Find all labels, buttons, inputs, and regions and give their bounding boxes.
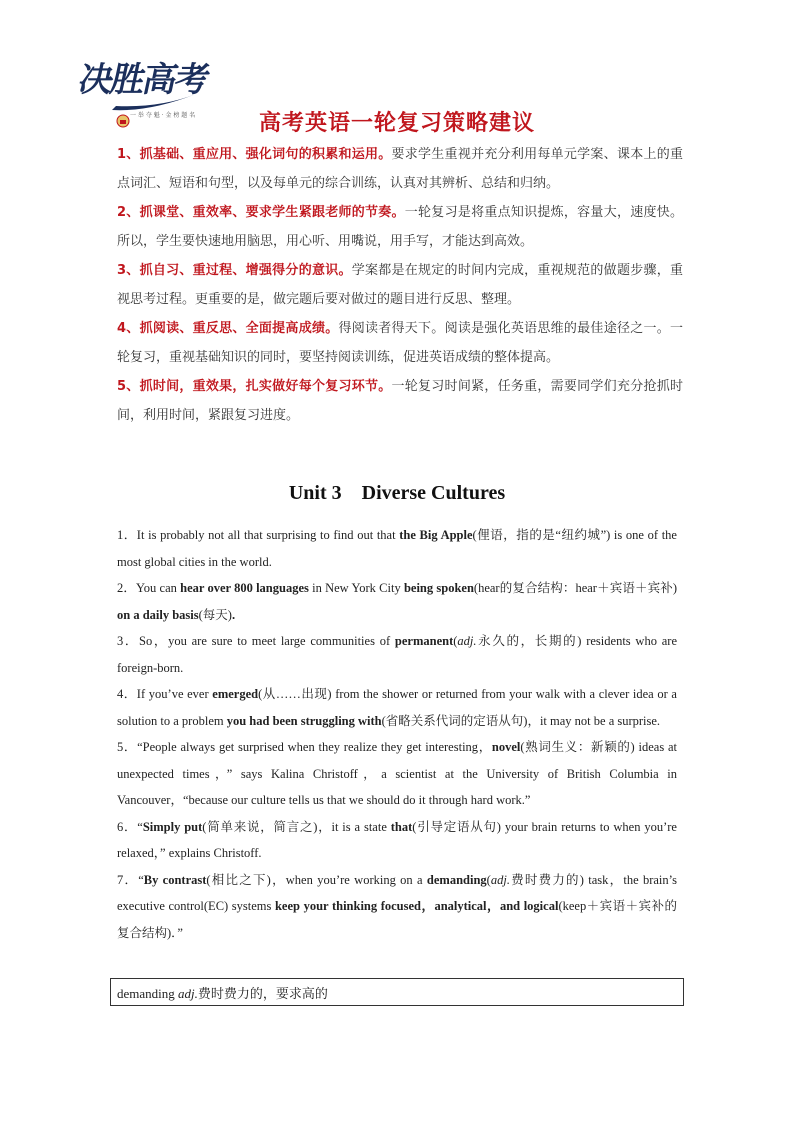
logo-text: 决胜高考 <box>75 60 212 100</box>
vocab-meaning: 费时费力的，要求高的 <box>197 986 328 1001</box>
strategy-item <box>117 140 683 198</box>
strategy-heading: 1、抓基础、重应用、强化词句的积累和运用。 <box>117 147 392 162</box>
note-keyword: that <box>390 819 413 834</box>
note-text: 5．“People always get surprised when they realize they get interesting， <box>117 740 492 754</box>
note-pos: adj. <box>490 872 510 887</box>
note-keyword: being spoken <box>403 581 474 595</box>
note-keyword: By contrast <box>143 872 207 887</box>
note-text: (俚语，指的是“纽约城”) is one of the most global cities in the world. <box>117 528 677 569</box>
note-text: in New York City <box>308 581 404 595</box>
note-keyword: the Big Apple <box>399 528 473 542</box>
note-text: (每天) <box>198 607 232 622</box>
note-1 <box>117 522 677 575</box>
note-text: 6．“ <box>117 819 143 834</box>
note-pos: adj. <box>457 634 477 648</box>
strategy-item <box>117 198 683 256</box>
strategy-body: 一轮复习时间紧，任务重，需要同学们充分抢抓时间，利用时间，紧跟复习进度。 <box>117 379 683 423</box>
note-keyword: emerged <box>212 687 259 701</box>
note-text: 3．So，you are sure to meet large communities of <box>117 634 395 648</box>
note-text: 4．If you’ve ever <box>117 687 213 701</box>
vocab-entry <box>117 983 328 1002</box>
note-keyword: hear over 800 languages <box>180 581 309 595</box>
note-keyword: keep your thinking focused，analytical，and logical <box>274 899 559 913</box>
note-text: (引导定语从句) your brain returns to when you’re relaxed，” explains Christoff. <box>117 819 677 860</box>
note-text: ( <box>486 872 491 887</box>
strategy-heading: 4、抓阅读、重反思、全面提高成绩。 <box>117 321 339 336</box>
strategy-item <box>117 372 683 430</box>
note-text: 永久的，长期的) residents who are foreign-born. <box>117 634 678 675</box>
note-text: (简单来说，简言之)，it is a state <box>202 819 391 834</box>
strategy-body: 得阅读者得天下。阅读是强化英语思维的最佳途径之一。一轮复习，重视基础知识的同时，要坚持阅读训练，促进英语成绩的整体提高。 <box>117 321 683 365</box>
page-title: 高考英语一轮复习策略建议 <box>258 111 535 136</box>
vocab-word: demanding <box>117 986 179 1001</box>
strategy-list <box>117 140 683 430</box>
strategy-heading: 2、抓课堂、重效率、要求学生紧跟老师的节奏。 <box>117 205 405 220</box>
note-text: (从……出现) from the shower or returned from your walk with a clever idea or a solution to a problem <box>117 687 677 728</box>
note-4 <box>117 681 677 734</box>
note-keyword: novel <box>491 740 521 754</box>
note-text: 1．It is probably not all that surprising to find out that <box>117 528 400 542</box>
vocab-pos: adj. <box>178 986 198 1001</box>
note-text: (hear的复合结构：hear＋宾语＋宾补) <box>473 581 677 595</box>
note-3 <box>117 628 677 681</box>
note-keyword: Simply put <box>142 819 203 834</box>
note-text: (相比之下)，when you’re working on a <box>206 872 427 887</box>
vocab-box <box>110 978 684 1006</box>
logo-subtitle: 一 举 夺 魁 · 金 榜 题 名 <box>130 112 196 119</box>
strategy-body: 一轮复习是将重点知识提炼，容量大，速度快。所以，学生要快速地用脑思，用心听、用嘴说，用手写，才能达到高效。 <box>117 205 683 249</box>
note-text: (keep＋宾语＋宾补的复合结构)．” <box>117 899 678 940</box>
strategy-body: 学案都是在规定的时间内完成，重视规范的做题步骤，重视思考过程。更重要的是，做完题后要对做过的题目进行反思、整理。 <box>117 263 683 307</box>
note-keyword: permanent <box>394 634 454 648</box>
note-text: (熟词生义：新颖的) ideas at unexpected times，” says Kalina Christoff，a scientist at the University of British Columbia in Vancouver，“because our culture tells us that we should do it through hard work.” <box>117 740 677 807</box>
strategy-heading: 5、抓时间，重效果，扎实做好每个复习环节。 <box>117 379 392 394</box>
unit-title: Unit 3 Diverse Cultures <box>288 482 506 504</box>
note-keyword: on a daily basis <box>117 607 199 622</box>
note-text: ( <box>453 634 458 648</box>
note-5 <box>117 734 677 814</box>
note-text: 7．“ <box>117 872 144 887</box>
note-text: 费时费力的) task，the brain’s executive control(EC) systems <box>117 872 677 913</box>
note-7 <box>117 867 677 947</box>
strategy-body: 要求学生重视并充分利用每单元学案、课本上的重点词汇、短语和句型，以及每单元的综合训练，认真对其辨析、总结和归纳。 <box>117 147 683 191</box>
note-keyword: demanding <box>426 872 487 887</box>
strategy-item <box>117 314 683 372</box>
note-keyword: you had been struggling with <box>226 713 382 728</box>
note-6 <box>117 814 677 867</box>
strategy-heading: 3、抓自习、重过程、增强得分的意识。 <box>117 263 352 278</box>
note-text: (省略关系代词的定语从句)，it may not be a surprise. <box>381 713 661 728</box>
sentence-notes <box>117 522 677 946</box>
strategy-item <box>117 256 683 314</box>
note-2 <box>117 575 677 628</box>
note-text: 2．You can <box>117 581 181 595</box>
note-punct: . <box>231 607 236 622</box>
